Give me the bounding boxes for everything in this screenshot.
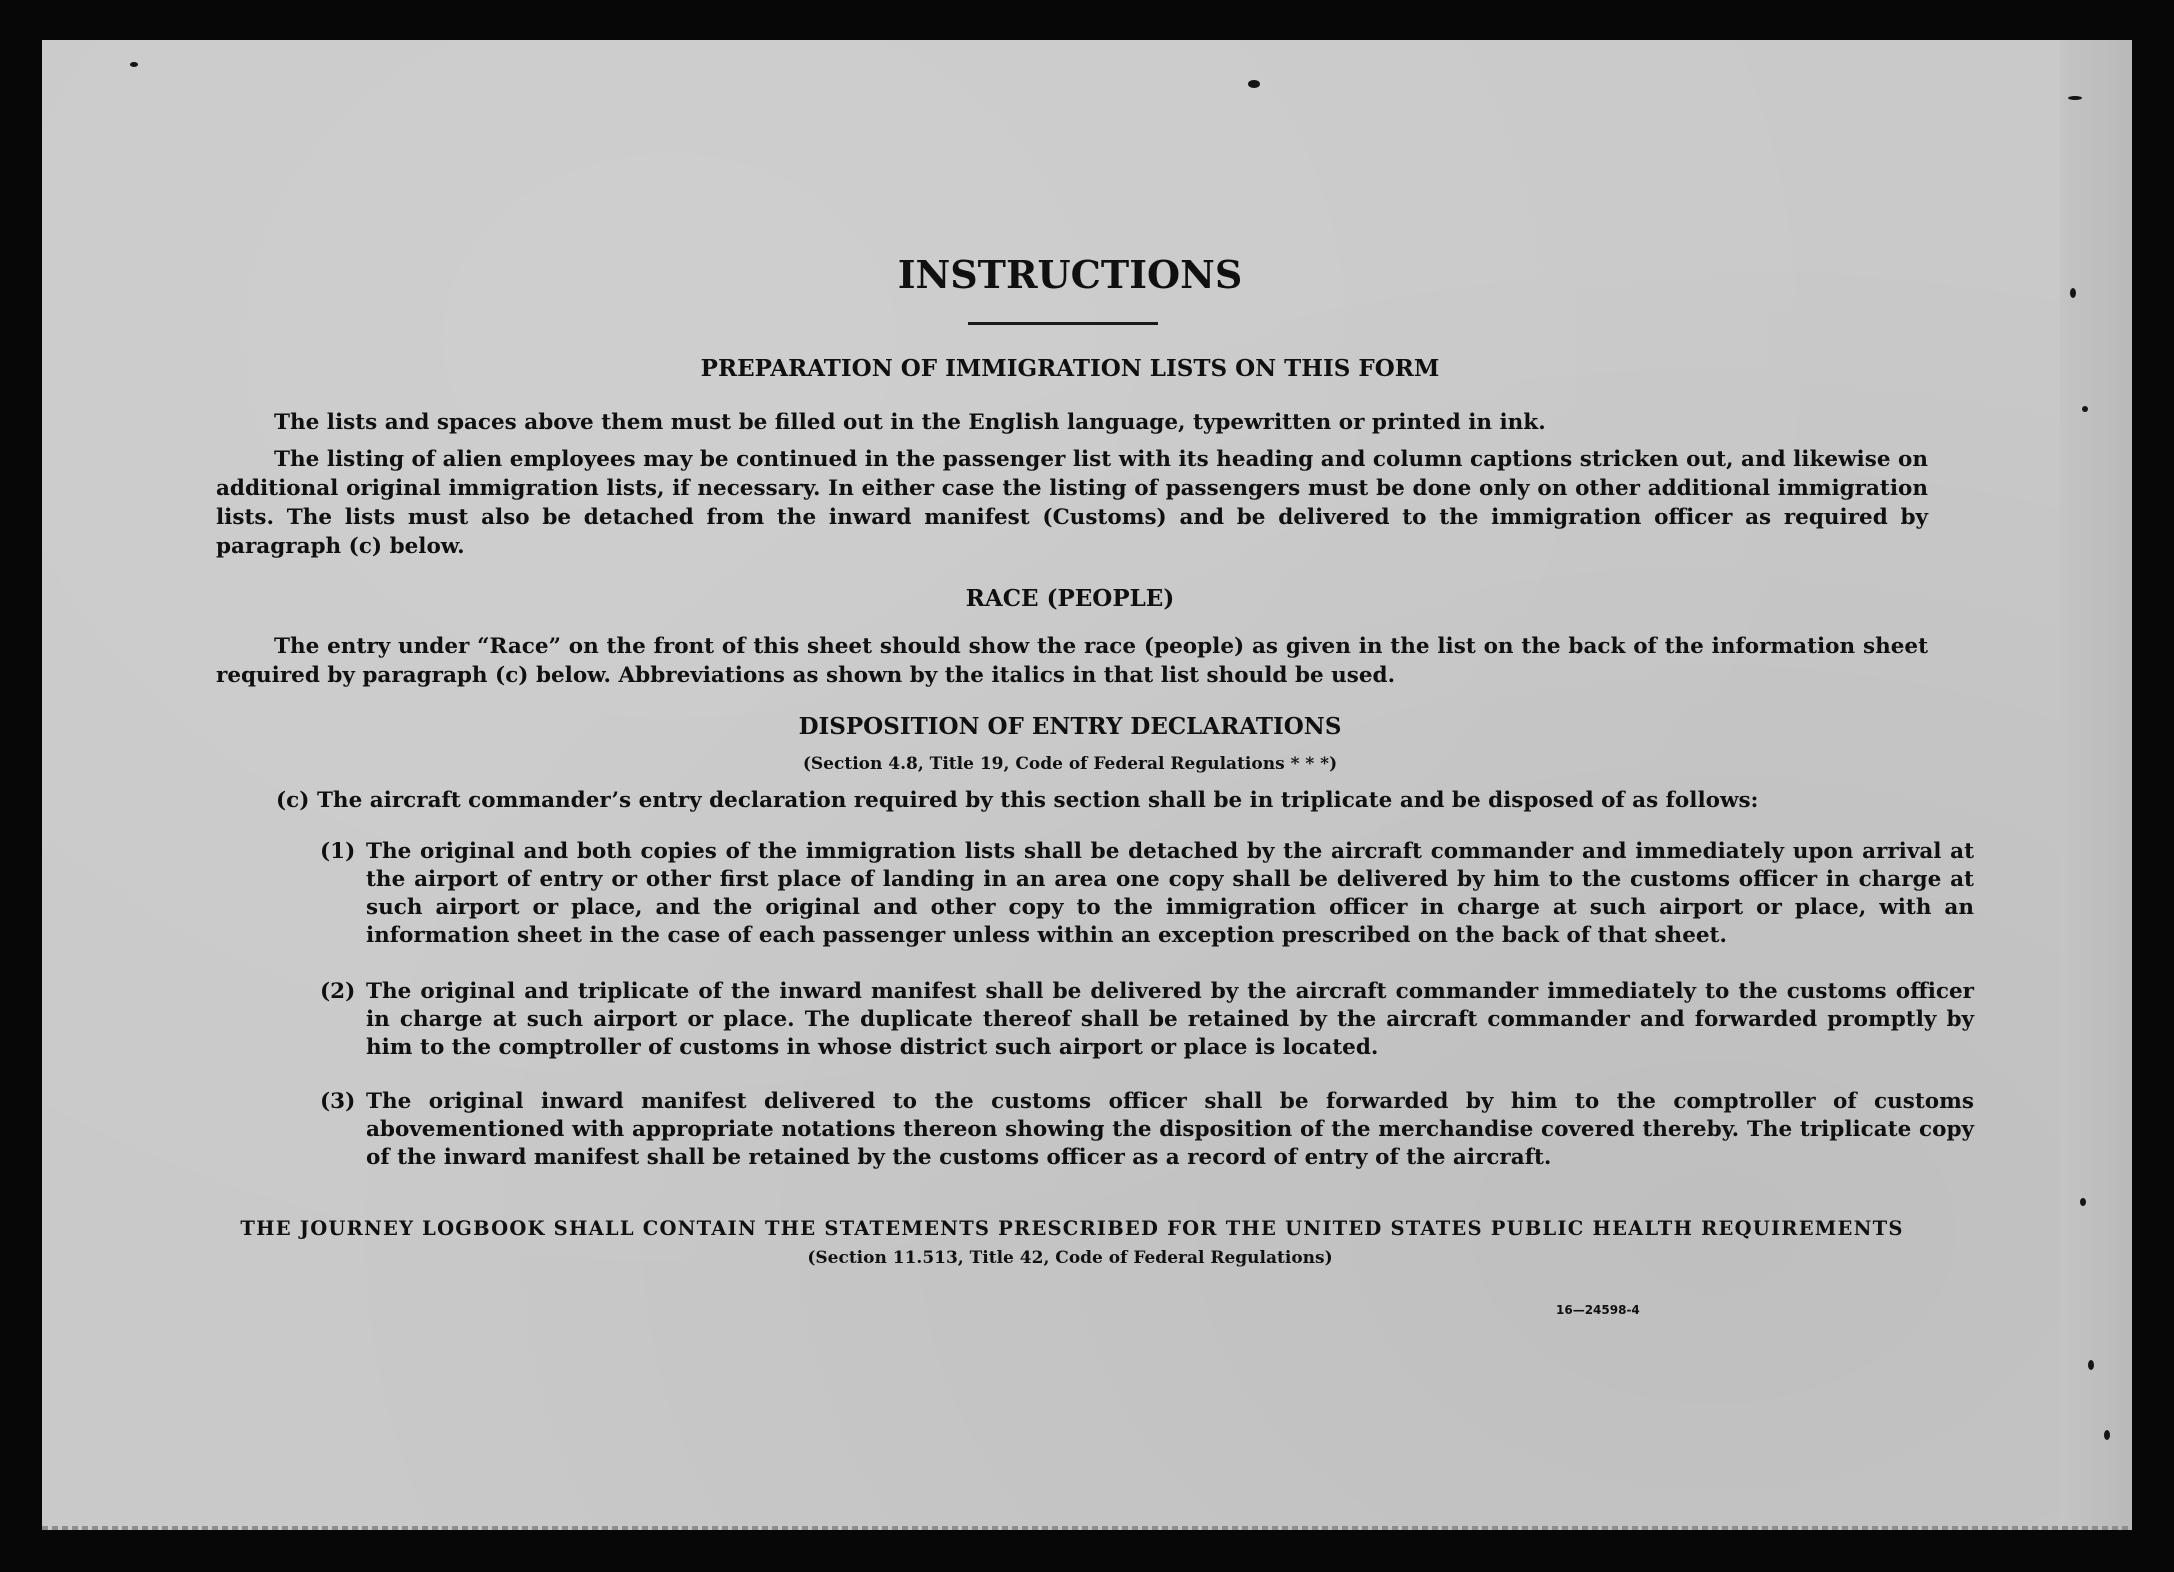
scan-speck (2088, 1360, 2094, 1370)
disposition-item-2 (320, 978, 1974, 1062)
page-title: INSTRUCTIONS (897, 252, 1243, 297)
race-paragraph: The entry under “Race” on the front of this sheet should show the race (people) as given in the list on the back of the information sheet required by paragraph (c) below. Abbreviations as shown by the italics in that list should be used. (216, 634, 1928, 688)
disposition-subheading: (Section 4.8, Title 19, Code of Federal Regulations * * *) (802, 754, 1338, 774)
scan-speck (2104, 1430, 2110, 1440)
item-text: The original and both copies of the immigration lists shall be detached by the aircraft commander and immediately upon arrival at the airport of entry or other first place of landing in an area one copy shall be delivered by him to the customs officer in charge at such airport or place, and the original and other copy to the immigration officer in charge at such airport or place, with an information sheet in the case of each passenger unless within an exception prescribed on the back of that sheet. (366, 839, 1974, 948)
paper-edge (2060, 40, 2132, 1530)
scan-speck (2082, 406, 2088, 412)
disposition-item-1 (320, 838, 1974, 950)
scan-speck (130, 62, 138, 67)
scan-speck (2068, 96, 2082, 100)
preparation-heading: PREPARATION OF IMMIGRATION LISTS ON THIS FORM (700, 355, 1440, 382)
public-health-statement: THE JOURNEY LOGBOOK SHALL CONTAIN THE STATEMENTS PRESCRIBED FOR THE UNITED STATES PUBLIC HEALTH REQUIREMENTS (240, 1217, 1904, 1240)
item-number: (1) (320, 839, 356, 864)
form-number: 16—24598-4 (1556, 1303, 1640, 1317)
preparation-paragraph-1: The lists and spaces above them must be filled out in the English language, typewritten or printed in ink. (274, 410, 1546, 435)
item-text: The original inward manifest delivered to the customs officer shall be forwarded by him to the comptroller of customs abovementioned with appropriate notations thereon showing the disposition of the merchandise covered thereby. The triplicate copy of the inward manifest shall be retained by the customs officer as a record of entry of the aircraft. (366, 1089, 1974, 1170)
intro-text: The aircraft commander’s entry declaration required by this section shall be in triplicate and be disposed of as follows: (316, 788, 1759, 813)
item-number: (2) (320, 979, 356, 1004)
disposition-heading: DISPOSITION OF ENTRY DECLARATIONS (798, 713, 1342, 740)
item-text: The original and triplicate of the inward manifest shall be delivered by the aircraft commander immediately to the customs officer in charge at such airport or place. The duplicate thereof shall be retained by the aircraft commander and forwarded promptly by him to the comptroller of customs in whose district such airport or place is located. (366, 979, 1974, 1060)
scan-speck (2070, 288, 2076, 298)
item-number: (3) (320, 1089, 356, 1114)
disposition-intro (276, 786, 1928, 815)
public-health-citation: (Section 11.513, Title 42, Code of Federal Regulations) (807, 1248, 1333, 1268)
race-heading: RACE (PEOPLE) (965, 585, 1175, 612)
scan-speck (2080, 1198, 2086, 1206)
intro-marker: (c) (276, 788, 310, 813)
perforation-edge (42, 1526, 2132, 1530)
preparation-paragraph-2: The listing of alien employees may be continued in the passenger list with its heading and column captions stricken out, and likewise on additional original immigration lists, if necessary. In either case the listing of passengers must be done only on other additional immigration lists. The lists must also be detached from the inward manifest (Customs) and be delivered to the immigration officer as required by paragraph (c) below. (216, 447, 1928, 559)
disposition-item-3 (320, 1088, 1974, 1172)
title-rule (968, 322, 1158, 325)
scan-speck (1248, 80, 1260, 88)
